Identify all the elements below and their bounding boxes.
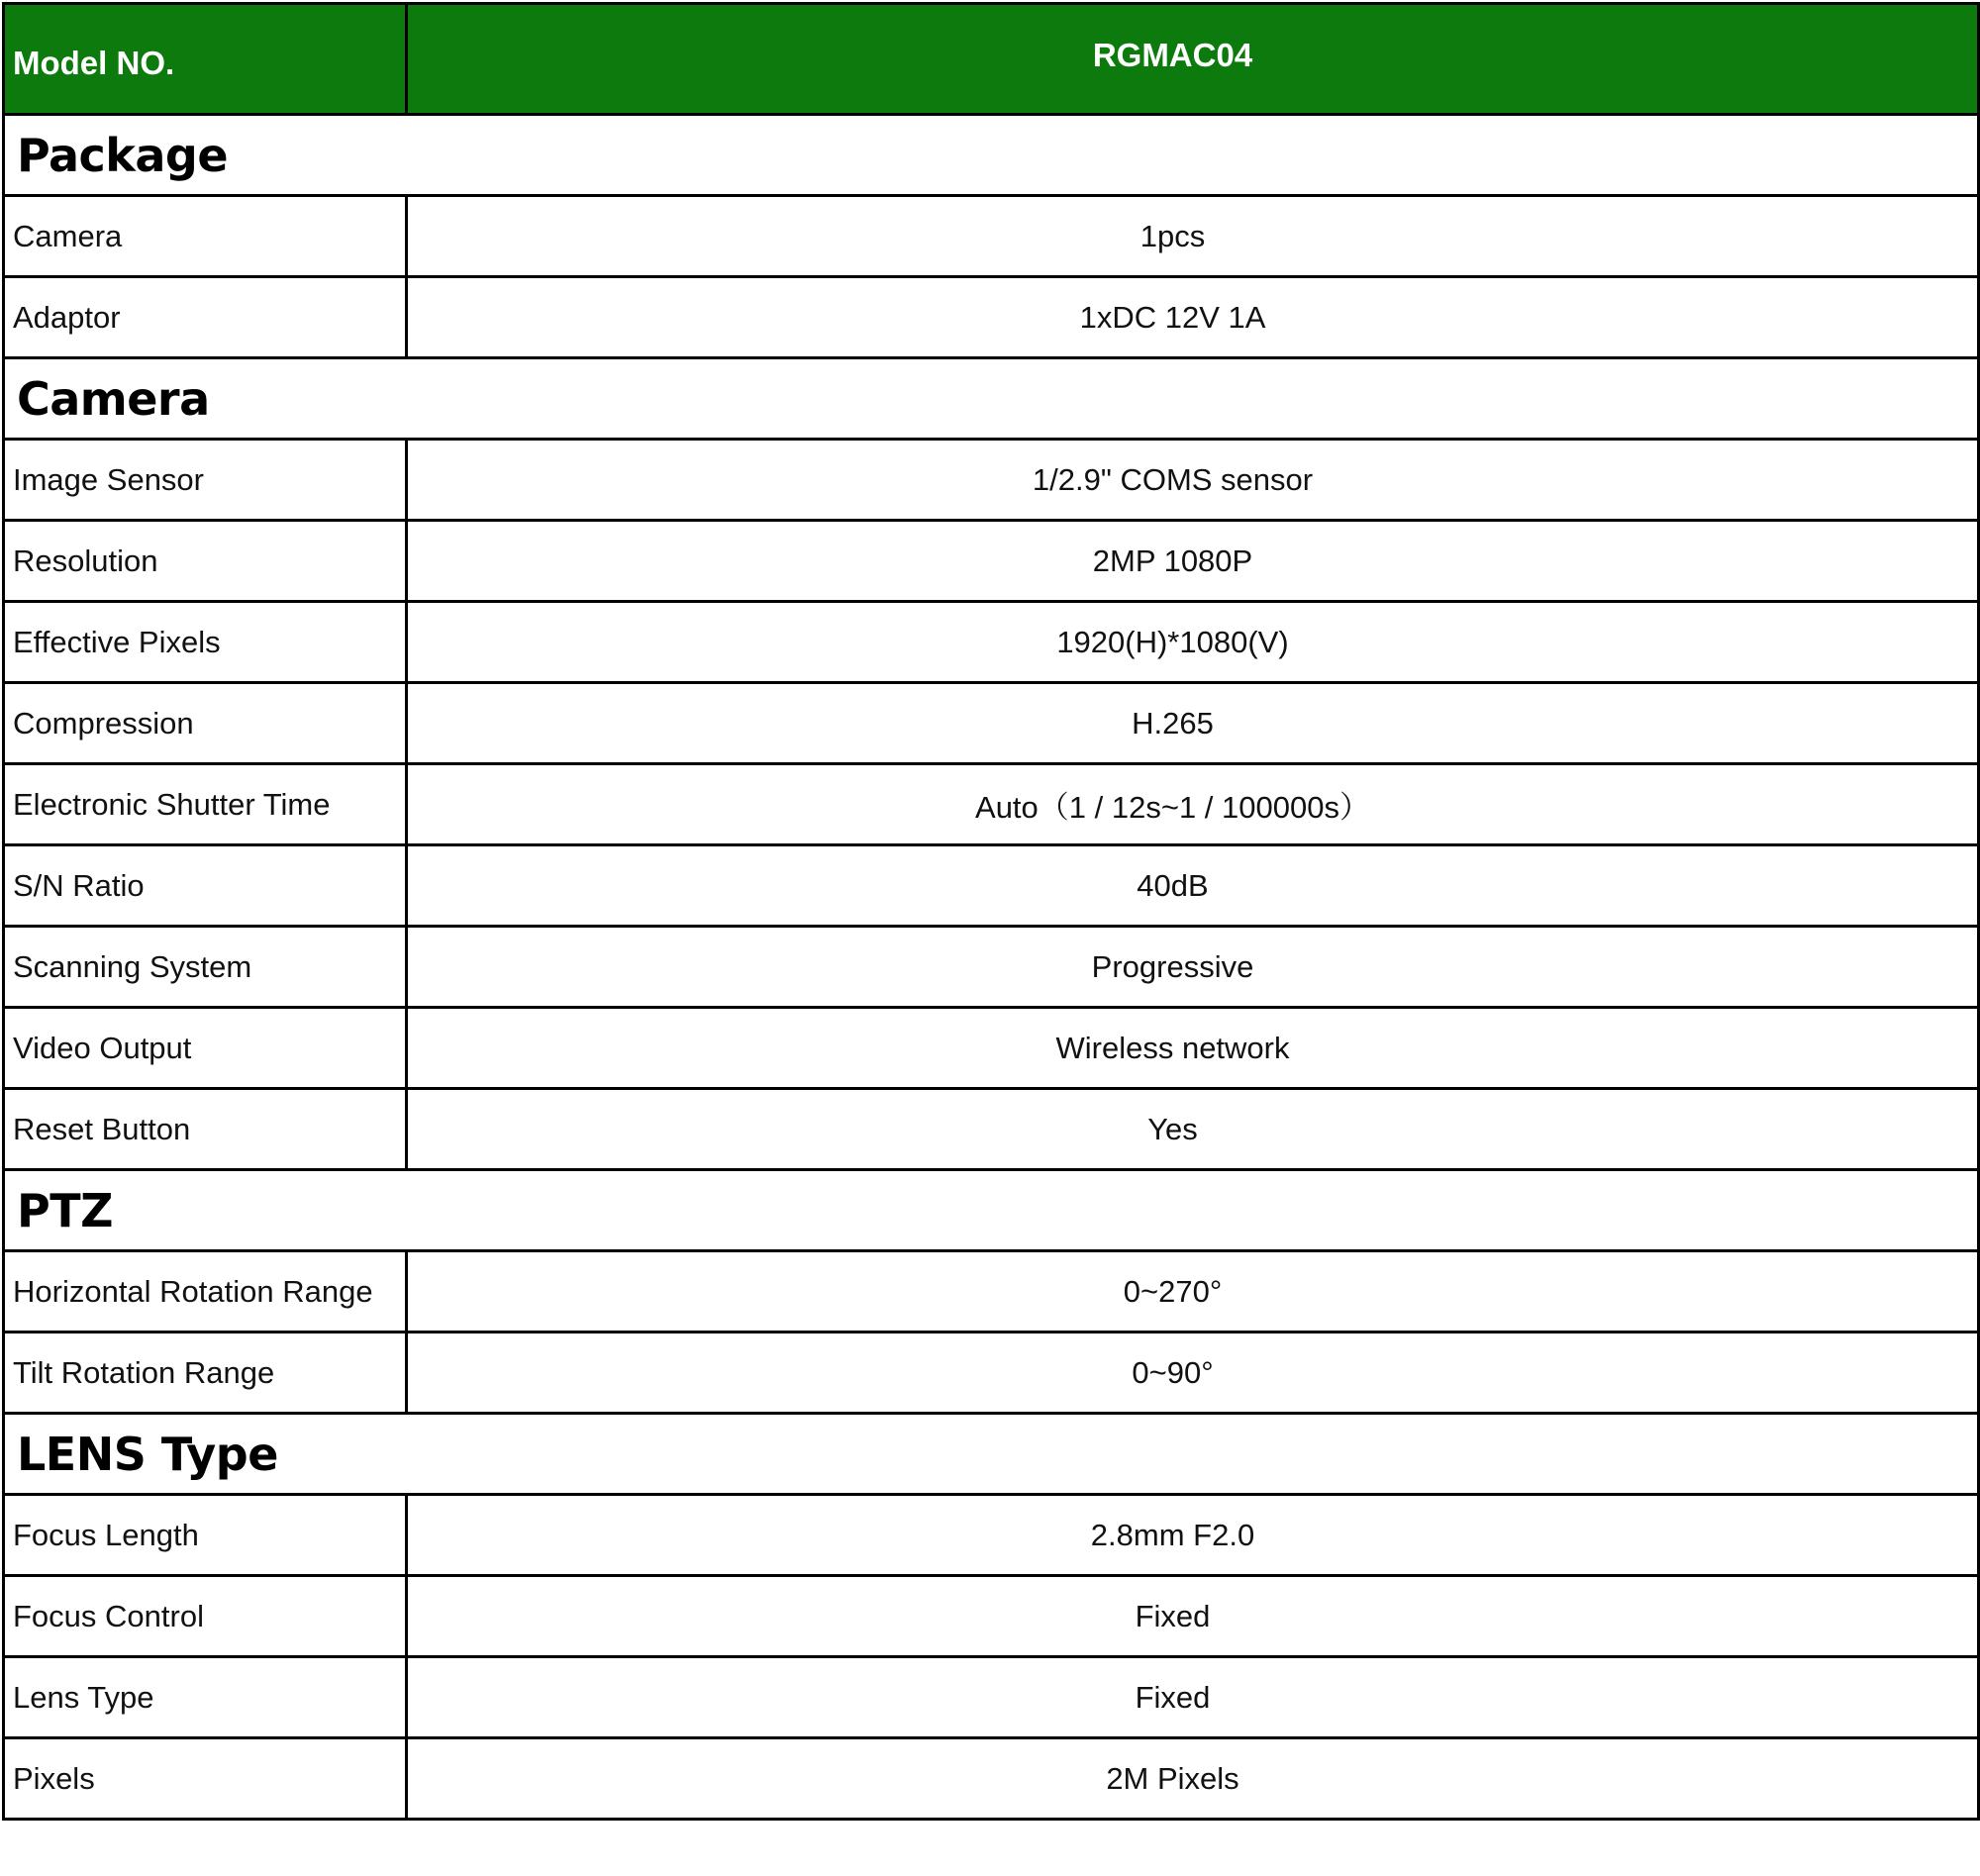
spec-value: Fixed — [407, 1657, 1979, 1738]
table-row — [4, 1333, 1979, 1414]
spec-label: Electronic Shutter Time — [4, 764, 407, 845]
section-heading-row — [4, 1170, 1979, 1251]
spec-label: Tilt Rotation Range — [4, 1333, 407, 1414]
spec-label: Focus Control — [4, 1576, 407, 1657]
header-row — [4, 4, 1979, 115]
table-row — [4, 1576, 1979, 1657]
spec-label: Compression — [4, 683, 407, 764]
spec-value: 0~90° — [407, 1333, 1979, 1414]
section-heading-row — [4, 115, 1979, 196]
spec-value: 2.8mm F2.0 — [407, 1495, 1979, 1576]
spec-value: 1pcs — [407, 196, 1979, 277]
table-row — [4, 277, 1979, 358]
table-row — [4, 440, 1979, 521]
spec-label: Video Output — [4, 1008, 407, 1089]
section-title: LENS Type — [4, 1414, 1979, 1495]
spec-value: 1/2.9" COMS sensor — [407, 440, 1979, 521]
table-row — [4, 927, 1979, 1008]
section-heading-row — [4, 1414, 1979, 1495]
spec-label: S/N Ratio — [4, 845, 407, 927]
spec-label: Camera — [4, 196, 407, 277]
spec-label: Effective Pixels — [4, 602, 407, 683]
spec-value: Wireless network — [407, 1008, 1979, 1089]
spec-value: 1xDC 12V 1A — [407, 277, 1979, 358]
table-row — [4, 764, 1979, 845]
header-value: RGMAC04 — [407, 4, 1979, 115]
section-heading-row — [4, 358, 1979, 440]
spec-value: Fixed — [407, 1576, 1979, 1657]
section-title: Package — [4, 115, 1979, 196]
table-row — [4, 683, 1979, 764]
table-row — [4, 1008, 1979, 1089]
spec-value: 1920(H)*1080(V) — [407, 602, 1979, 683]
spec-label: Horizontal Rotation Range — [4, 1251, 407, 1333]
spec-label: Lens Type — [4, 1657, 407, 1738]
spec-label: Image Sensor — [4, 440, 407, 521]
header-label: Model NO. — [4, 4, 407, 115]
spec-value: Auto（1 / 12s~1 / 100000s） — [407, 764, 1979, 845]
spec-label: Pixels — [4, 1738, 407, 1820]
table-row — [4, 845, 1979, 927]
table-row — [4, 1251, 1979, 1333]
spec-table — [2, 2, 1980, 1821]
table-row — [4, 196, 1979, 277]
spec-value: H.265 — [407, 683, 1979, 764]
spec-label: Resolution — [4, 521, 407, 602]
spec-label: Focus Length — [4, 1495, 407, 1576]
spec-value: 0~270° — [407, 1251, 1979, 1333]
section-title: Camera — [4, 358, 1979, 440]
spec-value: Yes — [407, 1089, 1979, 1170]
spec-label: Scanning System — [4, 927, 407, 1008]
spec-value: 2MP 1080P — [407, 521, 1979, 602]
spec-label: Reset Button — [4, 1089, 407, 1170]
spec-value: 2M Pixels — [407, 1738, 1979, 1820]
spec-table-body — [4, 4, 1979, 1820]
table-row — [4, 602, 1979, 683]
table-row — [4, 1495, 1979, 1576]
spec-value: 40dB — [407, 845, 1979, 927]
spec-value: Progressive — [407, 927, 1979, 1008]
table-row — [4, 1089, 1979, 1170]
spec-label: Adaptor — [4, 277, 407, 358]
table-row — [4, 1738, 1979, 1820]
section-title: PTZ — [4, 1170, 1979, 1251]
table-row — [4, 521, 1979, 602]
table-row — [4, 1657, 1979, 1738]
